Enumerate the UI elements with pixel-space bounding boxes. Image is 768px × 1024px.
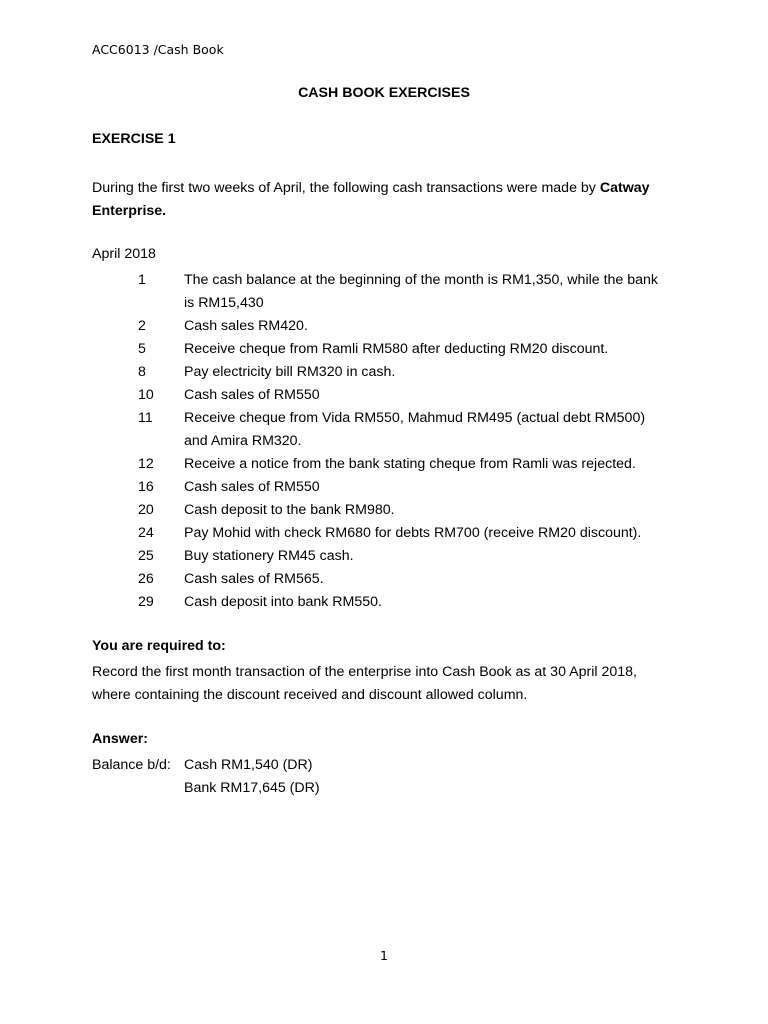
transaction-text: Receive cheque from Vida RM550, Mahmud RM495 (actual debt RM500) and Amira RM320. xyxy=(184,410,646,449)
transaction-day: 20 xyxy=(138,502,154,518)
transaction-day: 1 xyxy=(138,272,146,288)
transaction-day: 16 xyxy=(138,479,154,495)
transaction-text: Buy stationery RM45 cash. xyxy=(184,548,354,564)
transaction-text: Receive cheque from Ramli RM580 after deducting RM20 discount. xyxy=(184,341,609,357)
transaction-day: 25 xyxy=(138,548,154,564)
transaction-row xyxy=(92,453,672,476)
transaction-list xyxy=(92,269,672,614)
transaction-day: 11 xyxy=(138,410,153,426)
transaction-text: Cash sales RM420. xyxy=(184,318,308,334)
transaction-text: Receive a notice from the bank stating cheque from Ramli was rejected. xyxy=(184,456,636,472)
answer-cash: Cash RM1,540 (DR) xyxy=(184,757,313,773)
transaction-text: Pay Mohid with check RM680 for debts RM700 (receive RM20 discount). xyxy=(184,525,642,541)
transaction-day: 2 xyxy=(138,318,146,334)
intro-text: During the first two weeks of April, the following cash transactions were made by xyxy=(92,180,600,196)
transaction-row xyxy=(92,315,672,338)
transaction-text: Cash deposit into bank RM550. xyxy=(184,594,382,610)
page-title: CASH BOOK EXERCISES xyxy=(298,85,470,101)
answer-label-spacer xyxy=(92,777,184,800)
required-heading: You are required to: xyxy=(92,638,226,654)
transaction-day: 5 xyxy=(138,341,146,357)
transaction-row xyxy=(92,522,672,545)
transaction-row xyxy=(92,361,672,384)
transaction-day: 24 xyxy=(138,525,154,541)
answer-label: Balance b/d: xyxy=(92,757,171,773)
answer-bank: Bank RM17,645 (DR) xyxy=(184,780,320,796)
transaction-text: Cash deposit to the bank RM980. xyxy=(184,502,395,518)
transaction-row xyxy=(92,568,672,591)
required-text: Record the first month transaction of the enterprise into Cash Book as at 30 April 2018, where containing the discount received and discount allowed column. xyxy=(92,664,637,703)
transaction-text: The cash balance at the beginning of the month is RM1,350, while the bank is RM15,430 xyxy=(184,272,659,311)
transaction-row xyxy=(92,384,672,407)
transaction-day: 29 xyxy=(138,594,154,610)
answer-heading: Answer: xyxy=(92,731,148,747)
transaction-day: 10 xyxy=(138,387,154,403)
transaction-text: Pay electricity bill RM320 in cash. xyxy=(184,364,396,380)
month-label: April 2018 xyxy=(92,246,156,262)
answer-row-bank xyxy=(92,777,320,800)
transaction-row xyxy=(92,338,672,361)
transaction-day: 26 xyxy=(138,571,154,587)
transaction-text: Cash sales of RM565. xyxy=(184,571,324,587)
company-name: Catway Enterprise. xyxy=(92,180,650,219)
transaction-row xyxy=(92,499,672,522)
transaction-row xyxy=(92,407,672,453)
transaction-row xyxy=(92,269,672,315)
transaction-row xyxy=(92,545,672,568)
transaction-day: 8 xyxy=(138,364,146,380)
answer-row-cash xyxy=(92,754,313,777)
transaction-text: Cash sales of RM550 xyxy=(184,387,320,403)
transaction-day: 12 xyxy=(138,456,154,472)
exercise-intro xyxy=(92,177,662,223)
course-code-header: ACC6013 /Cash Book xyxy=(92,42,224,57)
page-number: 1 xyxy=(380,948,388,963)
transaction-row xyxy=(92,591,672,614)
transaction-row xyxy=(92,476,672,499)
transaction-text: Cash sales of RM550 xyxy=(184,479,320,495)
exercise-heading: EXERCISE 1 xyxy=(92,131,176,147)
